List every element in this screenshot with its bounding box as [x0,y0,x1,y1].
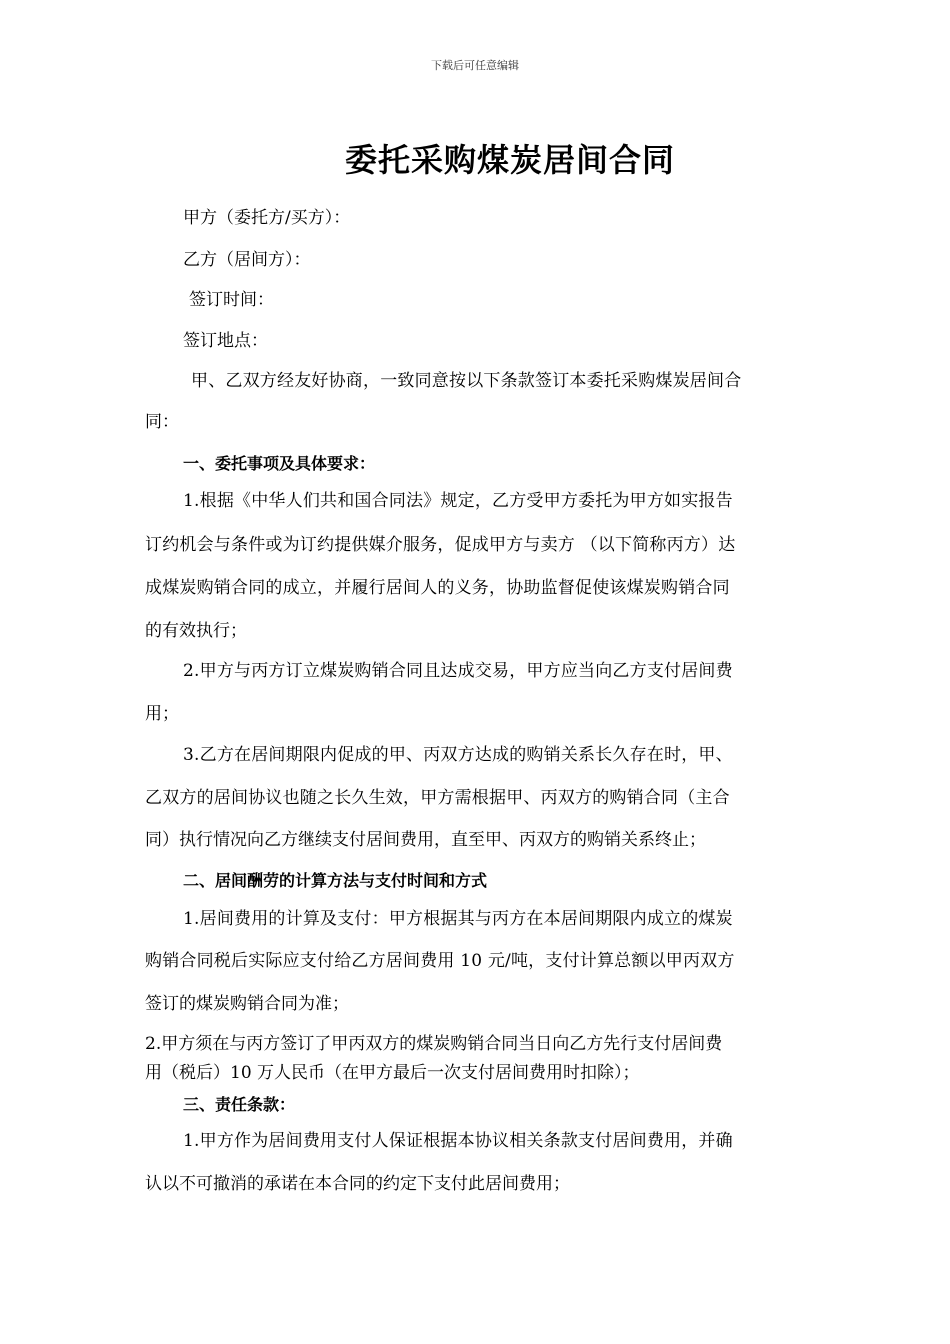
clause-line: 用（税后）10 万人民币（在甲方最后一次支付居间费用时扣除）； [145,1063,640,1083]
clause-line: 3.乙方在居间期限内促成的甲、丙双方达成的购销关系长久存在时，甲、 [183,745,733,765]
clause-line: 订约机会与条件或为订约提供媒介服务，促成甲方与卖方 （以下简称丙方）达 [145,535,736,555]
header-note: 下载后可任意编辑 [431,59,519,72]
party-b-line: 乙方（居间方）： [183,250,311,270]
sign-place-line: 签订地点： [183,331,268,351]
section-heading: 三、责任条款： [183,1095,296,1114]
clause-line: 乙双方的居间协议也随之长久生效，甲方需根据甲、丙双方的购销合同（主合 [145,788,730,808]
clause-line: 用； [145,704,179,724]
clause-line: 1.居间费用的计算及支付：甲方根据其与丙方在本居间期限内成立的煤炭 [183,909,733,929]
clause-line: 签订的煤炭购销合同为准； [145,994,349,1014]
clause-line: 的有效执行； [145,621,247,641]
clause-line: 2.甲方与丙方订立煤炭购销合同且达成交易，甲方应当向乙方支付居间费 [183,661,733,681]
party-a-line: 甲方（委托方/买方）： [183,208,351,228]
sign-time-line: 签订时间： [189,290,274,310]
section-heading: 一、委托事项及具体要求： [183,454,376,473]
document-title: 委托采购煤炭居间合同 [344,141,675,179]
clause-line: 购销合同税后实际应支付给乙方居间费用 10 元/吨，支付计算总额以甲丙双方 [145,951,735,971]
section-heading: 二、居间酬劳的计算方法与支付时间和方式 [183,871,488,890]
intro-line: 同： [145,412,179,432]
clause-line: 成煤炭购销合同的成立，并履行居间人的义务，协助监督促使该煤炭购销合同 [145,578,730,598]
clause-line: 1.根据《中华人们共和国合同法》规定，乙方受甲方委托为甲方如实报告 [183,491,733,511]
clause-line: 同）执行情况向乙方继续支付居间费用，直至甲、丙双方的购销关系终止； [145,830,706,850]
clause-line: 2.甲方须在与丙方签订了甲丙双方的煤炭购销合同当日向乙方先行支付居间费 [145,1034,723,1054]
clause-line: 1.甲方作为居间费用支付人保证根据本协议相关条款支付居间费用，并确 [183,1131,733,1151]
intro-line: 甲、乙双方经友好协商，一致同意按以下条款签订本委托采购煤炭居间合 [191,371,742,391]
clause-line: 认以不可撤消的承诺在本合同的约定下支付此居间费用； [145,1174,570,1194]
